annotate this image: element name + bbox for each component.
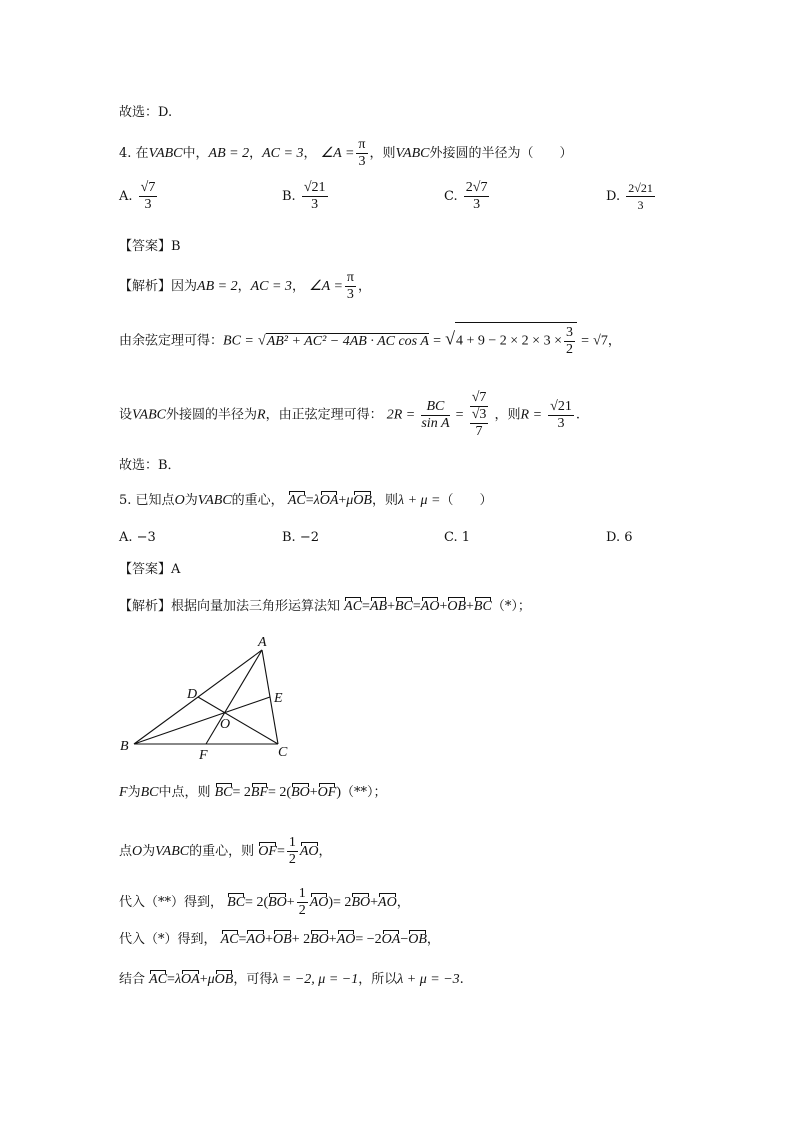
answer-choice-b: 故选：B． (119, 458, 181, 473)
answer-choice-d: 故选：D. (119, 105, 173, 120)
label-b: B (120, 739, 129, 754)
label-e: E (274, 691, 283, 706)
median-be (134, 697, 270, 744)
label-c: C (278, 745, 288, 760)
cosine-law-line: 由余弦定理可得：BC = √AB² + AC² − 4AB · AC cos A = √4 + 9 − 2 × 2 × 3 × $\frac{3}{2}$ = √7， (119, 322, 621, 358)
analysis-4-intro: 【解析】因为AB = 2，AC = 3， ∠A = $\frac{\pi}{3}$ ， (119, 270, 371, 302)
label-a: A (258, 635, 267, 650)
q5-option-d: D. 6 (606, 530, 633, 545)
midpoint-line: F为BC中点，则 BC= 2BF= 2(BO+OF)（**）； (119, 785, 387, 800)
centroid-line: 点O为VABC的重心，则 OF= $\frac{1}{2}$ AO， (119, 835, 332, 867)
substitute-line-1: 代入（**）得到， BC= 2(BO+ $\frac{1}{2}$ AO)= 2BO+AO， (119, 886, 410, 918)
q4-option-b: B. $\frac{√21}{3}$ (282, 180, 326, 212)
q5-option-a: A. −3 (119, 530, 156, 545)
q4-option-d: D. $\frac{2√21}{3}$ (606, 181, 653, 212)
label-f: F (199, 748, 208, 762)
question-5: 5. 已知点O为VABC的重心， AC=λOA+μOB，则λ + μ =（ ） (119, 493, 493, 508)
label-d: D (187, 687, 198, 702)
q5-option-b: B. −2 (282, 530, 319, 545)
conclusion-line: 结合 AC=λOA+μOB，可得λ = −2, μ = −1，所以λ + μ = −3. (119, 972, 464, 987)
substitute-line-2: 代入（*）得到， AC=AO+OB+ 2BO+AO= −2OA−OB， (119, 932, 440, 947)
q4-option-c: C. $\frac{2√7}{3}$ (444, 180, 488, 212)
q4-option-a: A. $\frac{√7}{3}$ (119, 180, 156, 212)
analysis-5-intro: 【解析】根据向量加法三角形运算法知 AC=AB+BC=AO+OB+BC（*）； (119, 599, 531, 614)
answer-4: 【答案】B (119, 239, 181, 254)
question-4: 4. 在VABC中，AB = 2，AC = 3， ∠A = $\frac{\pi}{3}$ ，则VABC外接圆的半径为（ ） (119, 137, 573, 169)
answer-5: 【答案】A (119, 562, 181, 577)
q5-option-c: C. 1 (444, 530, 471, 545)
sine-law-line: 设VABC外接圆的半径为R，由正弦定理可得： 2R = $\frac{BC}{\text{sin A}}$ = $\frac{√7}{\frac{√3}{7}}$ ，则R = $\frac{√21}{3}$ . (119, 390, 580, 439)
triangle-figure (112, 630, 302, 762)
label-o: O (220, 717, 231, 732)
